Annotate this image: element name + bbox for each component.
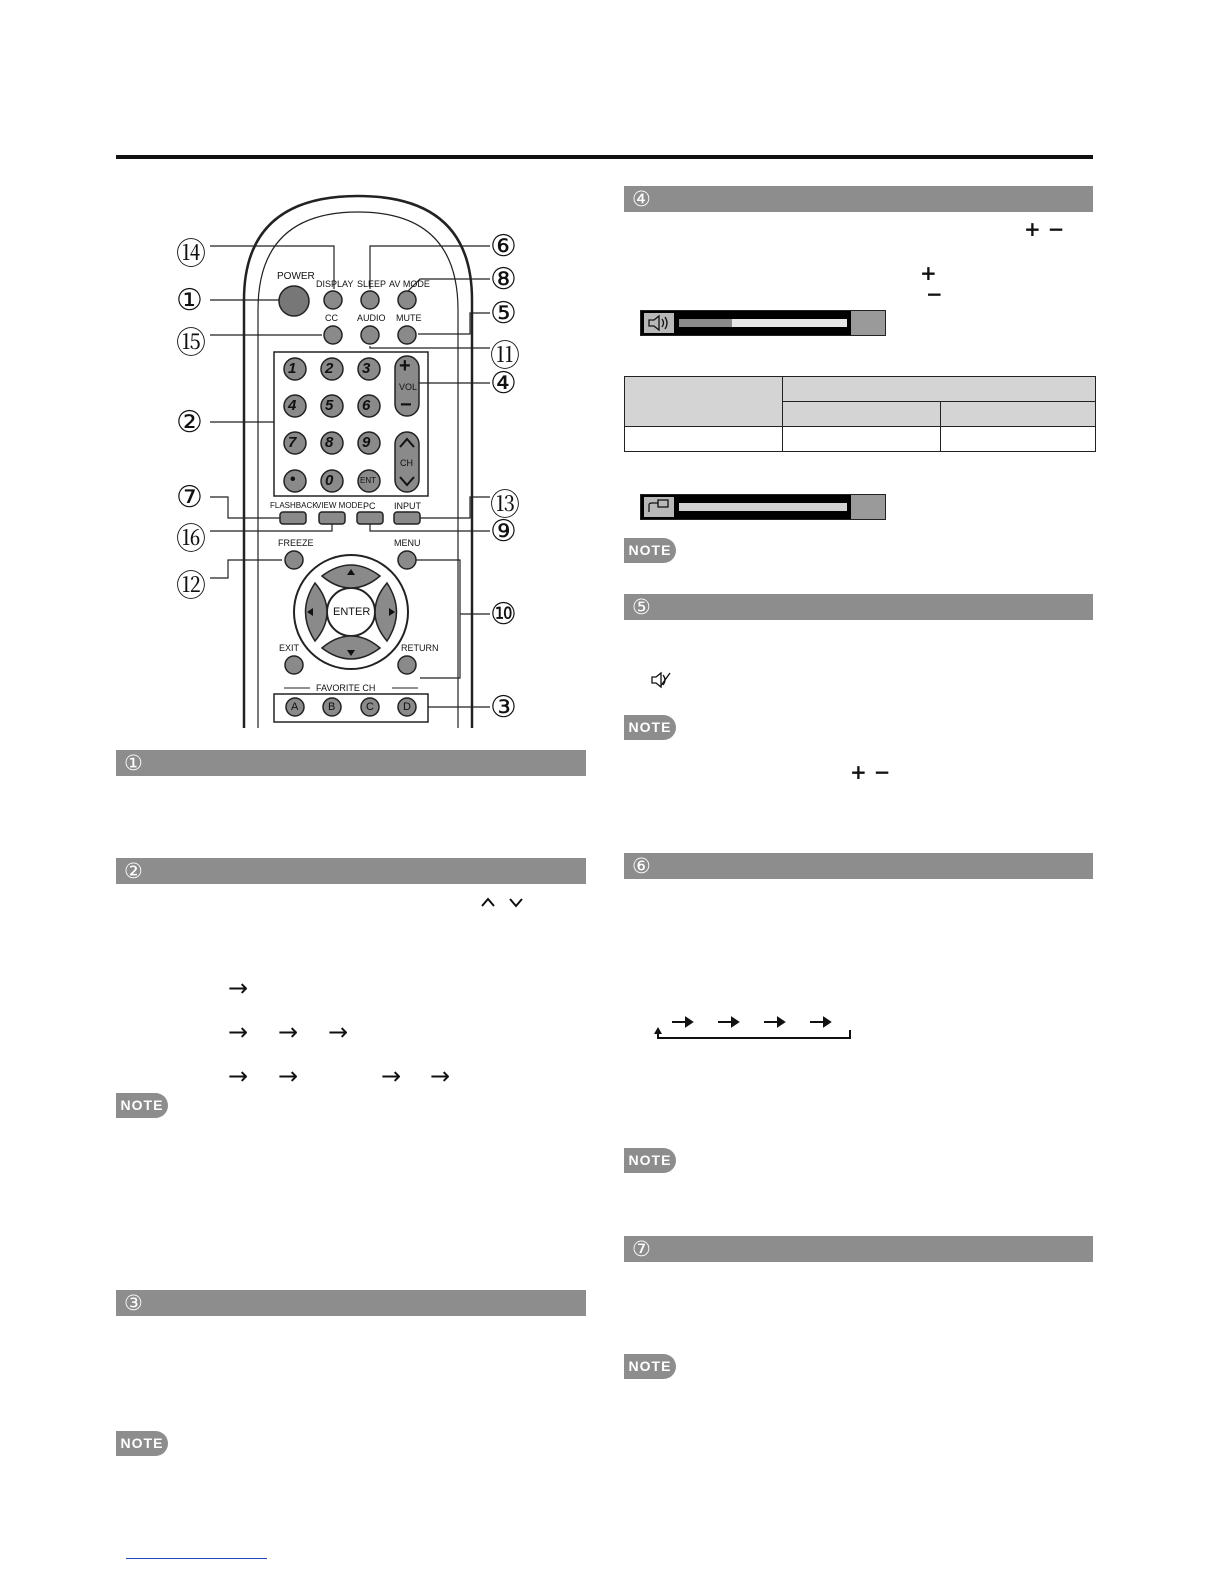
- callout-6: ⑥: [490, 229, 517, 264]
- table-header-cell: [625, 377, 783, 427]
- sleep-label: SLEEP: [357, 279, 387, 289]
- fav-d-button[interactable]: D: [403, 701, 411, 713]
- section-bar-1: [116, 750, 586, 776]
- pc-label: PC: [363, 501, 376, 511]
- arrow-icon: →: [278, 1062, 299, 1090]
- callout-13: ⑬: [490, 488, 520, 523]
- info-table: [624, 376, 1096, 452]
- av-mode-label: AV MODE: [389, 279, 430, 289]
- view-mode-label: VIEW MODE: [316, 501, 363, 510]
- table-header-cell: [783, 402, 941, 427]
- osd-track: [679, 503, 847, 511]
- remote-illustration: [170, 190, 540, 730]
- table-header-cell: [783, 377, 1096, 402]
- note-badge: NOTE: [624, 1354, 676, 1379]
- ch-up-down-icon: [480, 895, 526, 909]
- return-label: RETURN: [401, 643, 439, 653]
- header-rule: [116, 155, 1093, 159]
- plus-icon: +: [920, 261, 937, 285]
- note-badge: NOTE: [624, 538, 676, 563]
- cc-label: CC: [325, 313, 338, 323]
- callout-4: ④: [490, 366, 517, 401]
- arrow-icon: →: [278, 1018, 299, 1046]
- note-badge: NOTE: [624, 715, 676, 740]
- section-bar-2: [116, 858, 586, 884]
- arrow-icon: →: [228, 1018, 249, 1046]
- speaker-icon: [644, 313, 674, 333]
- ch-label: CH: [400, 458, 413, 468]
- volume-osd: [640, 310, 886, 336]
- vol-minus-icon[interactable]: −: [400, 394, 412, 416]
- section-bar-4: [624, 186, 1093, 212]
- table-row: [625, 427, 1096, 452]
- note-badge: NOTE: [116, 1093, 168, 1118]
- digit-9[interactable]: 9: [362, 434, 371, 451]
- arrow-icon: →: [381, 1062, 402, 1090]
- table-cell: [941, 427, 1096, 452]
- mute-icon: [650, 671, 672, 689]
- freeze-label: FREEZE: [278, 538, 314, 548]
- section-number-4: ④: [632, 187, 651, 211]
- digit-2[interactable]: 2: [325, 360, 334, 377]
- fav-a-button[interactable]: A: [291, 701, 299, 713]
- enter-button[interactable]: ENTER: [333, 606, 371, 618]
- volume-readout: [851, 311, 885, 335]
- osd-readout: [851, 495, 885, 519]
- note-badge: NOTE: [624, 1148, 676, 1173]
- callout-2: ②: [176, 405, 203, 440]
- digit-5[interactable]: 5: [325, 397, 334, 414]
- plus-minus-icon: + −: [1024, 217, 1065, 241]
- table-cell: [783, 427, 941, 452]
- arrow-icon: →: [430, 1062, 451, 1090]
- section-number-5: ⑤: [632, 595, 651, 619]
- digit-1[interactable]: 1: [288, 360, 297, 377]
- callout-9: ⑨: [490, 514, 517, 549]
- flashback-label: FLASHBACK: [270, 501, 318, 510]
- digit-4[interactable]: 4: [288, 397, 297, 414]
- display-label: DISPLAY: [316, 279, 354, 289]
- fav-b-button[interactable]: B: [328, 701, 336, 713]
- digit-7[interactable]: 7: [288, 434, 297, 451]
- sleep-cycle-diagram: [650, 1012, 860, 1042]
- section-number-7: ⑦: [632, 1237, 651, 1261]
- section-bar-3: [116, 1290, 586, 1316]
- callout-3: ③: [490, 690, 517, 725]
- exit-label: EXIT: [279, 643, 300, 653]
- plus-minus-icon: + −: [850, 760, 891, 784]
- callout-12: ⑫: [176, 569, 206, 604]
- vol-label: VOL: [399, 382, 418, 392]
- section-bar-6: [624, 853, 1093, 879]
- digit-8[interactable]: 8: [325, 434, 334, 451]
- callout-7: ⑦: [176, 480, 203, 515]
- callout-11: ⑪: [490, 339, 520, 374]
- section-number-6: ⑥: [632, 854, 651, 878]
- minus-icon: −: [926, 282, 943, 306]
- callout-5: ⑤: [490, 296, 517, 331]
- menu-label: MENU: [394, 538, 421, 548]
- dot-button[interactable]: •: [290, 471, 296, 488]
- favorite-ch-label: FAVORITE CH: [316, 683, 376, 693]
- table-cell: [625, 427, 783, 452]
- section-number-2: ②: [124, 859, 143, 883]
- digit-0[interactable]: 0: [325, 472, 334, 489]
- callout-14: ⑭: [176, 237, 206, 272]
- callout-16: ⑯: [176, 522, 206, 557]
- input-label: INPUT: [394, 501, 421, 511]
- footer-link-underline[interactable]: [126, 1558, 267, 1559]
- section-bar-5: [624, 594, 1093, 620]
- callout-15: ⑮: [176, 326, 206, 361]
- audio-label: AUDIO: [357, 313, 386, 323]
- arrow-icon: →: [228, 1062, 249, 1090]
- channel-osd: [640, 494, 886, 520]
- callout-10: ⑩: [490, 597, 517, 632]
- power-label: POWER: [277, 271, 315, 282]
- connector-icon: [644, 497, 674, 517]
- arrow-icon: →: [328, 1018, 349, 1046]
- ent-button[interactable]: ENT: [360, 476, 376, 485]
- section-number-3: ③: [124, 1291, 143, 1315]
- digit-6[interactable]: 6: [362, 397, 371, 414]
- mute-label: MUTE: [396, 313, 422, 323]
- fav-c-button[interactable]: C: [366, 701, 374, 713]
- table-header-cell: [941, 402, 1096, 427]
- arrow-icon: →: [228, 974, 249, 1002]
- callout-1: ①: [176, 283, 203, 318]
- note-badge: NOTE: [116, 1431, 168, 1456]
- callout-8: ⑧: [490, 262, 517, 297]
- volume-level: [679, 319, 732, 327]
- section-bar-7: [624, 1236, 1093, 1262]
- vol-plus-icon[interactable]: +: [399, 355, 411, 377]
- section-number-1: ①: [124, 751, 143, 775]
- digit-3[interactable]: 3: [362, 360, 371, 377]
